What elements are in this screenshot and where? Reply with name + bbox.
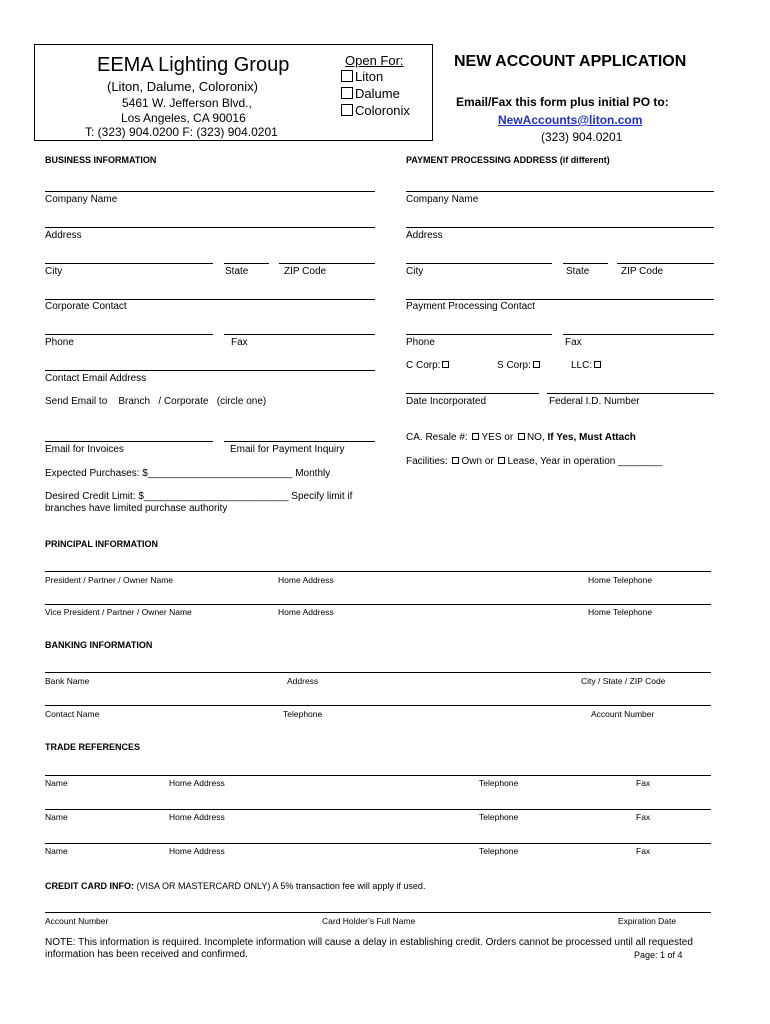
c-corp-label: C Corp: xyxy=(406,360,441,371)
payment-state-label: State xyxy=(566,266,590,277)
open-for-label: Open For: xyxy=(345,53,404,68)
email-payment-label: Email for Payment Inquiry xyxy=(230,444,345,455)
bank-name-label: Bank Name xyxy=(45,676,90,686)
checkbox-icon[interactable] xyxy=(533,361,540,368)
principal-title-label: Vice President / Partner / Owner Name xyxy=(45,607,192,617)
trade-row-line[interactable] xyxy=(45,809,711,810)
credit-card-line[interactable] xyxy=(45,912,711,913)
checkbox-icon[interactable] xyxy=(341,70,353,82)
s-corp-label: S Corp: xyxy=(497,360,531,371)
checkbox-icon[interactable] xyxy=(442,361,449,368)
trade-name-label: Name xyxy=(45,846,68,856)
business-address-label: Address xyxy=(45,230,82,241)
trade-fax-label: Fax xyxy=(636,846,651,856)
resale-row xyxy=(406,432,636,443)
payment-heading: PAYMENT PROCESSING ADDRESS (if different) xyxy=(406,155,610,165)
trade-address-label: Home Address xyxy=(169,778,225,788)
business-zip-line[interactable] xyxy=(279,263,375,264)
trade-heading: TRADE REFERENCES xyxy=(45,742,141,752)
open-for-liton[interactable] xyxy=(341,69,383,84)
trade-fax-label: Fax xyxy=(636,812,651,822)
checkbox-icon[interactable] xyxy=(341,104,353,116)
facilities-label: Facilities: xyxy=(406,456,448,467)
payment-phone-line[interactable] xyxy=(406,334,552,335)
email-invoices-line[interactable] xyxy=(45,441,213,442)
business-city-line[interactable] xyxy=(45,263,213,264)
trade-row-line[interactable] xyxy=(45,775,711,776)
company-brands: (Liton, Dalume, Coloronix) xyxy=(107,79,259,94)
page-number: Page: 1 of 4 xyxy=(634,950,683,960)
option-dalume-label: Dalume xyxy=(355,86,400,101)
business-zip-label: ZIP Code xyxy=(284,266,327,277)
banking-row-line[interactable] xyxy=(45,672,711,673)
business-phone-label: Phone xyxy=(45,337,74,348)
payment-company-line[interactable] xyxy=(406,191,714,192)
date-incorporated-line[interactable] xyxy=(406,393,539,394)
trade-name-label: Name xyxy=(45,778,68,788)
payment-state-line[interactable] xyxy=(563,263,608,264)
trade-phone-label: Telephone xyxy=(479,812,519,822)
company-name: EEMA Lighting Group xyxy=(97,54,290,76)
bank-address-label: Address xyxy=(287,676,319,686)
bank-contact-label: Contact Name xyxy=(45,709,100,719)
note-line-2: information has been received and confirmed. xyxy=(45,949,248,960)
card-account-label: Account Number xyxy=(45,916,109,926)
checkbox-icon[interactable] xyxy=(472,433,479,440)
credit-card-heading-bold: CREDIT CARD INFO: xyxy=(45,881,134,891)
date-incorporated-label: Date Incorporated xyxy=(406,396,487,407)
federal-id-line[interactable] xyxy=(547,393,714,394)
resale-attach-note: If Yes, Must Attach xyxy=(547,432,636,443)
checkbox-icon[interactable] xyxy=(452,457,459,464)
trade-phone-label: Telephone xyxy=(479,846,519,856)
bank-account-label: Account Number xyxy=(591,709,655,719)
principal-phone-label: Home Telephone xyxy=(588,607,653,617)
trade-name-label: Name xyxy=(45,812,68,822)
business-email-label: Contact Email Address xyxy=(45,373,147,384)
company-street: 5461 W. Jefferson Blvd., xyxy=(122,96,252,110)
option-coloronix-label: Coloronix xyxy=(355,103,410,118)
card-holder-label: Card Holder’s Full Name xyxy=(322,916,416,926)
resale-no-label: NO, xyxy=(526,432,545,443)
open-for-coloronix[interactable] xyxy=(341,103,410,118)
expected-purchases-field[interactable]: Expected Purchases: $__________________________ Monthly xyxy=(45,468,331,479)
payment-contact-label: Payment Processing Contact xyxy=(406,301,535,312)
option-liton-label: Liton xyxy=(355,69,384,84)
credit-card-heading-rest: (VISA OR MASTERCARD ONLY) A 5% transaction fee will apply if used. xyxy=(134,881,426,891)
payment-city-line[interactable] xyxy=(406,263,552,264)
form-title: NEW ACCOUNT APPLICATION xyxy=(454,53,687,70)
principal-row-line[interactable] xyxy=(45,604,711,605)
principal-row-line[interactable] xyxy=(45,571,711,572)
business-address-line[interactable] xyxy=(45,227,375,228)
business-company-label: Company Name xyxy=(45,194,118,205)
s-corp-option[interactable] xyxy=(497,360,542,371)
resale-yes-label: YES or xyxy=(481,432,514,443)
submission-fax: (323) 904.0201 xyxy=(541,130,623,144)
checkbox-icon[interactable] xyxy=(341,87,353,99)
note-line-1: NOTE: This information is required. Incomplete information will cause a delay in establishing credit. Orders cannot be processed until all requested xyxy=(45,937,693,948)
facilities-row xyxy=(406,456,663,467)
payment-company-label: Company Name xyxy=(406,194,479,205)
llc-label: LLC: xyxy=(571,360,593,371)
business-contact-label: Corporate Contact xyxy=(45,301,127,312)
business-city-label: City xyxy=(45,266,63,277)
payment-phone-label: Phone xyxy=(406,337,435,348)
business-email-line[interactable] xyxy=(45,370,375,371)
company-city: Los Angeles, CA 90016 xyxy=(121,111,246,125)
desired-credit-field[interactable]: Desired Credit Limit: $__________________________ Specify limit if xyxy=(45,491,353,502)
business-heading: BUSINESS INFORMATION xyxy=(45,155,157,165)
principal-address-label: Home Address xyxy=(278,575,334,585)
bank-city-label: City / State / ZIP Code xyxy=(581,676,666,686)
resale-label: CA. Resale #: xyxy=(406,432,468,443)
business-contact-line[interactable] xyxy=(45,299,375,300)
payment-contact-line[interactable] xyxy=(406,299,714,300)
submission-instruction: Email/Fax this form plus initial PO to: xyxy=(456,95,669,109)
federal-id-label: Federal I.D. Number xyxy=(549,396,640,407)
principal-heading: PRINCIPAL INFORMATION xyxy=(45,539,158,549)
submission-email-wrap xyxy=(498,113,642,127)
facilities-own-label: Own or xyxy=(461,456,494,467)
email-invoices-label: Email for Invoices xyxy=(45,444,124,455)
payment-zip-line[interactable] xyxy=(617,263,714,264)
business-company-line[interactable] xyxy=(45,191,375,192)
business-state-line[interactable] xyxy=(224,263,269,264)
payment-fax-label: Fax xyxy=(565,337,582,348)
send-email-to-label: Send Email to Branch / Corporate (circle one) xyxy=(45,396,267,407)
company-phones: T: (323) 904.0200 F: (323) 904.0201 xyxy=(85,125,278,139)
principal-phone-label: Home Telephone xyxy=(588,575,653,585)
business-phone-line[interactable] xyxy=(45,334,213,335)
desired-credit-note: branches have limited purchase authority xyxy=(45,503,228,514)
open-for-dalume[interactable] xyxy=(341,86,400,101)
trade-phone-label: Telephone xyxy=(479,778,519,788)
business-state-label: State xyxy=(225,266,249,277)
credit-card-heading xyxy=(45,881,425,891)
payment-zip-label: ZIP Code xyxy=(621,266,664,277)
card-expiration-label: Expiration Date xyxy=(618,916,677,926)
trade-row-line[interactable] xyxy=(45,843,711,844)
payment-fax-line[interactable] xyxy=(563,334,714,335)
business-fax-line[interactable] xyxy=(224,334,375,335)
trade-address-label: Home Address xyxy=(169,846,225,856)
checkbox-icon[interactable] xyxy=(518,433,525,440)
trade-fax-label: Fax xyxy=(636,778,651,788)
facilities-lease-label: Lease, Year in operation ________ xyxy=(507,456,663,467)
email-payment-line[interactable] xyxy=(224,441,375,442)
trade-address-label: Home Address xyxy=(169,812,225,822)
payment-address-line[interactable] xyxy=(406,227,714,228)
principal-title-label: President / Partner / Owner Name xyxy=(45,575,174,585)
checkbox-icon[interactable] xyxy=(594,361,601,368)
principal-address-label: Home Address xyxy=(278,607,334,617)
checkbox-icon[interactable] xyxy=(498,457,505,464)
bank-telephone-label: Telephone xyxy=(283,709,323,719)
c-corp-option[interactable] xyxy=(406,360,451,371)
banking-row-line[interactable] xyxy=(45,705,711,706)
submission-email-link[interactable]: NewAccounts@liton.com xyxy=(498,113,643,127)
payment-address-label: Address xyxy=(406,230,443,241)
business-fax-label: Fax xyxy=(231,337,248,348)
llc-option[interactable] xyxy=(571,360,603,371)
payment-city-label: City xyxy=(406,266,424,277)
banking-heading: BANKING INFORMATION xyxy=(45,640,153,650)
